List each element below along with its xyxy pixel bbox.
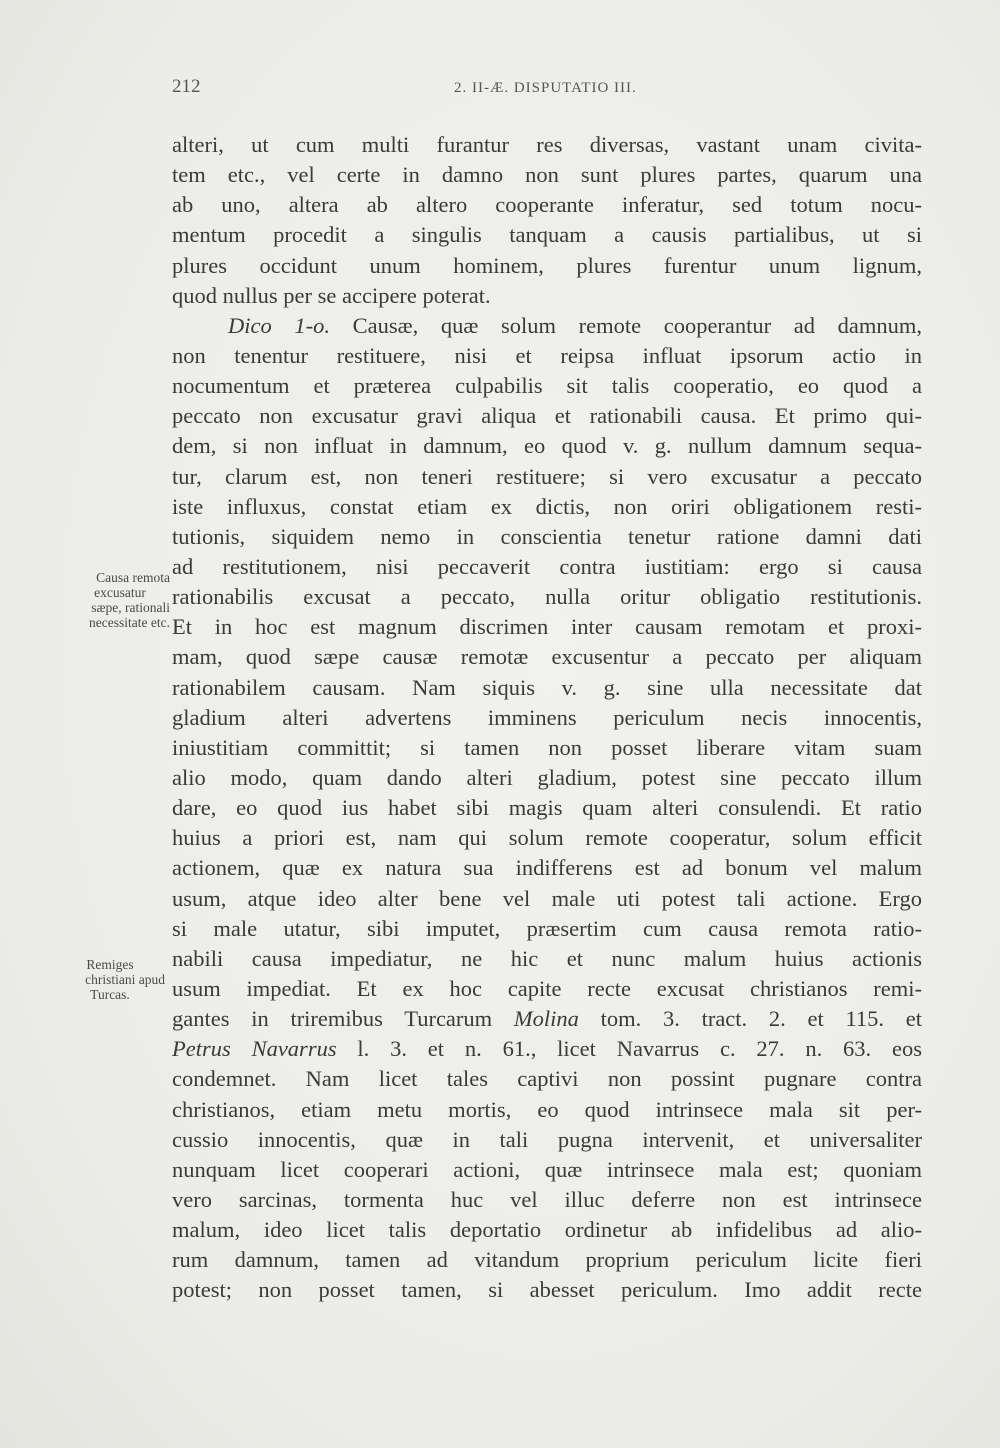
text-line: tur, clarum est, non teneri restituere; si vero excusatur a peccato: [172, 463, 922, 489]
text-line: gladium alteri advertens imminens periculum necis innocentis,: [172, 704, 922, 730]
text-line: tem etc., vel certe in damno non sunt plures partes, quarum una: [172, 162, 922, 188]
text-run: Petrus Navarrus: [172, 1036, 337, 1062]
margin-note-causa-remota: [50, 570, 170, 630]
text-line: Et in hoc est magnum discrimen inter causam remotam et proxi-: [172, 614, 922, 640]
margin-note-line: Remiges: [86, 957, 134, 972]
text-line: iniustitiam committit; si tamen non posset liberare vitam suam: [172, 734, 922, 760]
text-line: huius a priori est, nam qui solum remote cooperatur, solum efficit: [172, 825, 922, 851]
text-line: nunquam licet cooperari actioni, quæ intrinsece mala est; quoniam: [172, 1156, 922, 1182]
margin-note-line: sæpe, rationali: [91, 600, 170, 615]
text-line: usum, atque ideo alter bene vel male uti potest tali actione. Ergo: [172, 885, 922, 911]
text-line: nocumentum et præterea culpabilis sit talis cooperatio, eo quod a: [172, 373, 922, 399]
text-line: iste influxus, constat etiam ex dictis, non oriri obligationem resti-: [172, 493, 922, 519]
text-line: ab uno, altera ab altero cooperante inferatur, sed totum nocu-: [172, 192, 922, 218]
text-run: l. 3. et n. 61., licet Navarrus c. 27. n. 63. eos: [336, 1036, 922, 1062]
text-line: mentum procedit a singulis tanquam a causis partialibus, ut si: [172, 222, 922, 248]
text-line: non tenentur restituere, nisi et reipsa influat ipsorum actio in: [172, 342, 922, 368]
text-line: rationabilem causam. Nam siquis v. g. sine ulla necessitate dat: [172, 674, 922, 700]
margin-note-line: christiani apud: [85, 972, 165, 987]
page-header: [172, 72, 922, 102]
text-line: [172, 1004, 922, 1034]
margin-note-line: Turcas.: [90, 987, 130, 1002]
text-line: peccato non excusatur gravi aliqua et rationabili causa. Et primo qui-: [172, 403, 922, 429]
text-run: Causæ, quæ solum remote cooperantur ad damnum,: [329, 312, 922, 338]
margin-note-remiges: [45, 957, 165, 1002]
text-run: gantes in triremibus Turcarum: [172, 1006, 514, 1032]
text-line: alteri, ut cum multi furantur res diversas, vastant unam civita-: [172, 132, 922, 157]
text-line: malum, ideo licet talis deportatio ordinetur ab infidelibus ad alio-: [172, 1217, 922, 1243]
text-line: rationabilis excusat a peccato, nulla oritur obligatio restitutionis.: [172, 584, 922, 610]
margin-note-line: Causa remota: [96, 570, 170, 585]
text-line: dem, si non influat in damnum, eo quod v. g. nullum damnum sequa-: [172, 433, 922, 459]
text-line: nabili causa impediatur, ne hic et nunc malum huius actionis: [172, 945, 922, 971]
text-line: quod nullus per se accipere poterat.: [172, 282, 491, 308]
body-text: [172, 130, 922, 1305]
margin-note-line: excusatur: [94, 585, 146, 600]
text-line: rum damnum, tamen ad vitandum proprium periculum licite fieri: [172, 1247, 922, 1273]
text-line: cussio innocentis, quæ in tali pugna intervenit, et universaliter: [172, 1126, 922, 1152]
margin-note-line: necessitate etc.: [89, 615, 170, 630]
text-run: tom. 3. tract. 2. et 115. et: [578, 1006, 922, 1032]
text-line: vero sarcinas, tormenta huc vel illuc deferre non est intrinsece: [172, 1186, 922, 1212]
text-line: si male utatur, sibi imputet, præsertim cum causa remota ratio-: [172, 915, 922, 941]
text-run: Molina: [513, 1006, 579, 1032]
text-line: plures occidunt unum hominem, plures furentur unum lignum,: [172, 252, 922, 278]
text-line: dare, eo quod ius habet sibi magis quam alteri consulendi. Et ratio: [172, 795, 922, 821]
running-head: 2. II-Æ. DISPUTATIO III.: [454, 80, 637, 96]
text-line: alio modo, quam dando alteri gladium, potest sine peccato illum: [172, 764, 922, 790]
text-run: Dico 1-o.: [228, 312, 330, 338]
text-line: usum impediat. Et ex hoc capite recte excusat christianos remi-: [172, 975, 922, 1001]
text-line: ad restitutionem, nisi peccaverit contra iustitiam: ergo si causa: [172, 553, 922, 579]
text-line: condemnet. Nam licet tales captivi non possint pugnare contra: [172, 1066, 922, 1092]
text-line: tutionis, siquidem nemo in conscientia tenetur ratione damni dati: [172, 523, 922, 549]
text-line: mam, quod sæpe causæ remotæ excusentur a peccato per aliquam: [172, 644, 922, 670]
text-line: [172, 311, 922, 341]
text-line: christianos, etiam metu mortis, eo quod intrinsece mala sit per-: [172, 1096, 922, 1122]
text-line: [172, 1034, 922, 1064]
page-number: 212: [172, 76, 201, 97]
text-line: actionem, quæ ex natura sua indifferens est ad bonum vel malum: [172, 855, 922, 881]
text-line: potest; non posset tamen, si abesset periculum. Imo addit recte: [172, 1277, 922, 1303]
